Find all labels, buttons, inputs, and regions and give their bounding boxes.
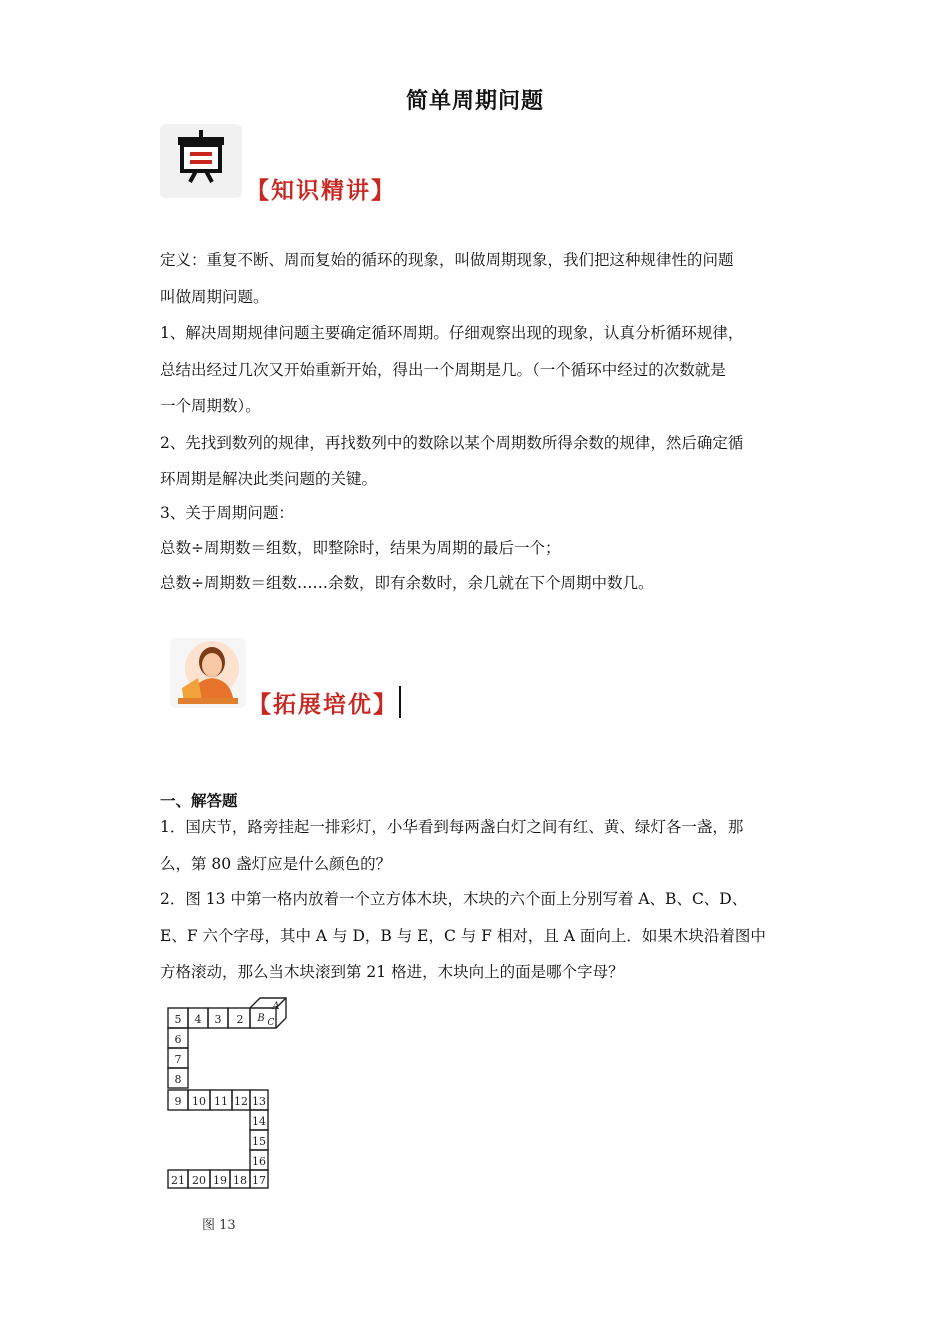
figure-caption: 图 13: [202, 1218, 236, 1233]
grid-cell-label: 18: [233, 1174, 247, 1187]
text-line: 2、先找到数列的规律，再找数列中的数除以某个周期数所得余数的规律，然后确定循: [160, 433, 744, 452]
grid-cell-label: 8: [174, 1073, 182, 1086]
grid-cell-label: 5: [174, 1013, 182, 1026]
cube-face-label: B: [257, 1013, 265, 1024]
extension-banner: 【拓展培优】: [248, 691, 398, 718]
figure-13-grid: [160, 996, 300, 1196]
text-line: 叫做周期问题。: [160, 287, 269, 306]
text-line: 一个周期数）。: [160, 397, 261, 415]
grid-cell-label: 14: [252, 1115, 266, 1128]
grid-cell-label: 15: [252, 1135, 266, 1148]
text-line: 方格滚动，那么当木块滚到第 21 格进，木块向上的面是哪个字母？: [160, 963, 624, 981]
text-line: 总结出经过几次又开始重新开始，得出一个周期是几。（一个循环中经过的次数就是: [160, 360, 726, 379]
grid-cell-label: 19: [213, 1174, 227, 1187]
teacher-avatar-icon: [170, 638, 246, 708]
text-line: E、F 六个字母，其中 A 与 D，B 与 E，C 与 F 相对，且 A 面向上．如果木块沿着图中: [160, 926, 766, 945]
grid-cell-label: 21: [171, 1174, 185, 1187]
grid-cell-label: 11: [214, 1095, 228, 1108]
cube-face-label: A: [272, 1001, 280, 1012]
cube-face-label: C: [267, 1018, 275, 1028]
text-line: 1、解决周期规律问题主要确定循环周期。仔细观察出现的现象，认真分析循环规律，: [160, 324, 744, 342]
text-line: 3、关于周期问题：: [160, 504, 294, 522]
text-line: 总数÷周期数＝组数，即整除时，结果为周期的最后一个；: [160, 539, 561, 557]
grid-cell-label: 4: [194, 1013, 202, 1026]
grid-cell-label: 6: [174, 1033, 182, 1046]
question-2: [160, 881, 792, 991]
knowledge-banner: 【知识精讲】: [246, 177, 396, 204]
page-title: 简单周期问题: [405, 88, 544, 114]
question-1: [160, 809, 792, 882]
definition-paragraph: [160, 242, 792, 498]
grid-cell-label: 20: [192, 1174, 206, 1187]
text-line: 环周期是解决此类问题的关键。: [160, 470, 378, 488]
grid-cell-label: 3: [214, 1013, 222, 1026]
text-cursor: [399, 686, 401, 718]
grid-cell-label: 13: [252, 1095, 266, 1108]
grid-cell-label: 2: [236, 1013, 244, 1026]
text-line: 2．图 13 中第一格内放着一个立方体木块，木块的六个面上分别写着 A、B、C、D、: [160, 890, 748, 908]
text-line: 定义：重复不断、周而复始的循环的现象，叫做周期现象，我们把这种规律性的问题: [160, 251, 734, 269]
text-line: 么，第 80 盏灯应是什么颜色的？: [160, 854, 392, 873]
grid-cell-label: 12: [234, 1095, 248, 1108]
grid-cell-label: 16: [252, 1155, 266, 1168]
extension-icon-box: [170, 638, 246, 708]
section-heading: 一、解答题: [160, 792, 238, 810]
text-line: 总数÷周期数＝组数……余数，即有余数时，余几就在下个周期中数几。: [160, 574, 654, 592]
text-line: 1．国庆节，路旁挂起一排彩灯，小华看到每两盏白灯之间有红、黄、绿灯各一盏，那: [160, 818, 744, 836]
grid-cell-label: 10: [192, 1095, 206, 1108]
grid-cell-label: 9: [174, 1095, 182, 1108]
periodic-rules: [160, 496, 792, 601]
presentation-board-icon: [160, 124, 242, 198]
knowledge-icon-box: [160, 124, 242, 198]
grid-cell-label: 7: [174, 1053, 182, 1066]
grid-cell-label: 17: [252, 1174, 266, 1187]
